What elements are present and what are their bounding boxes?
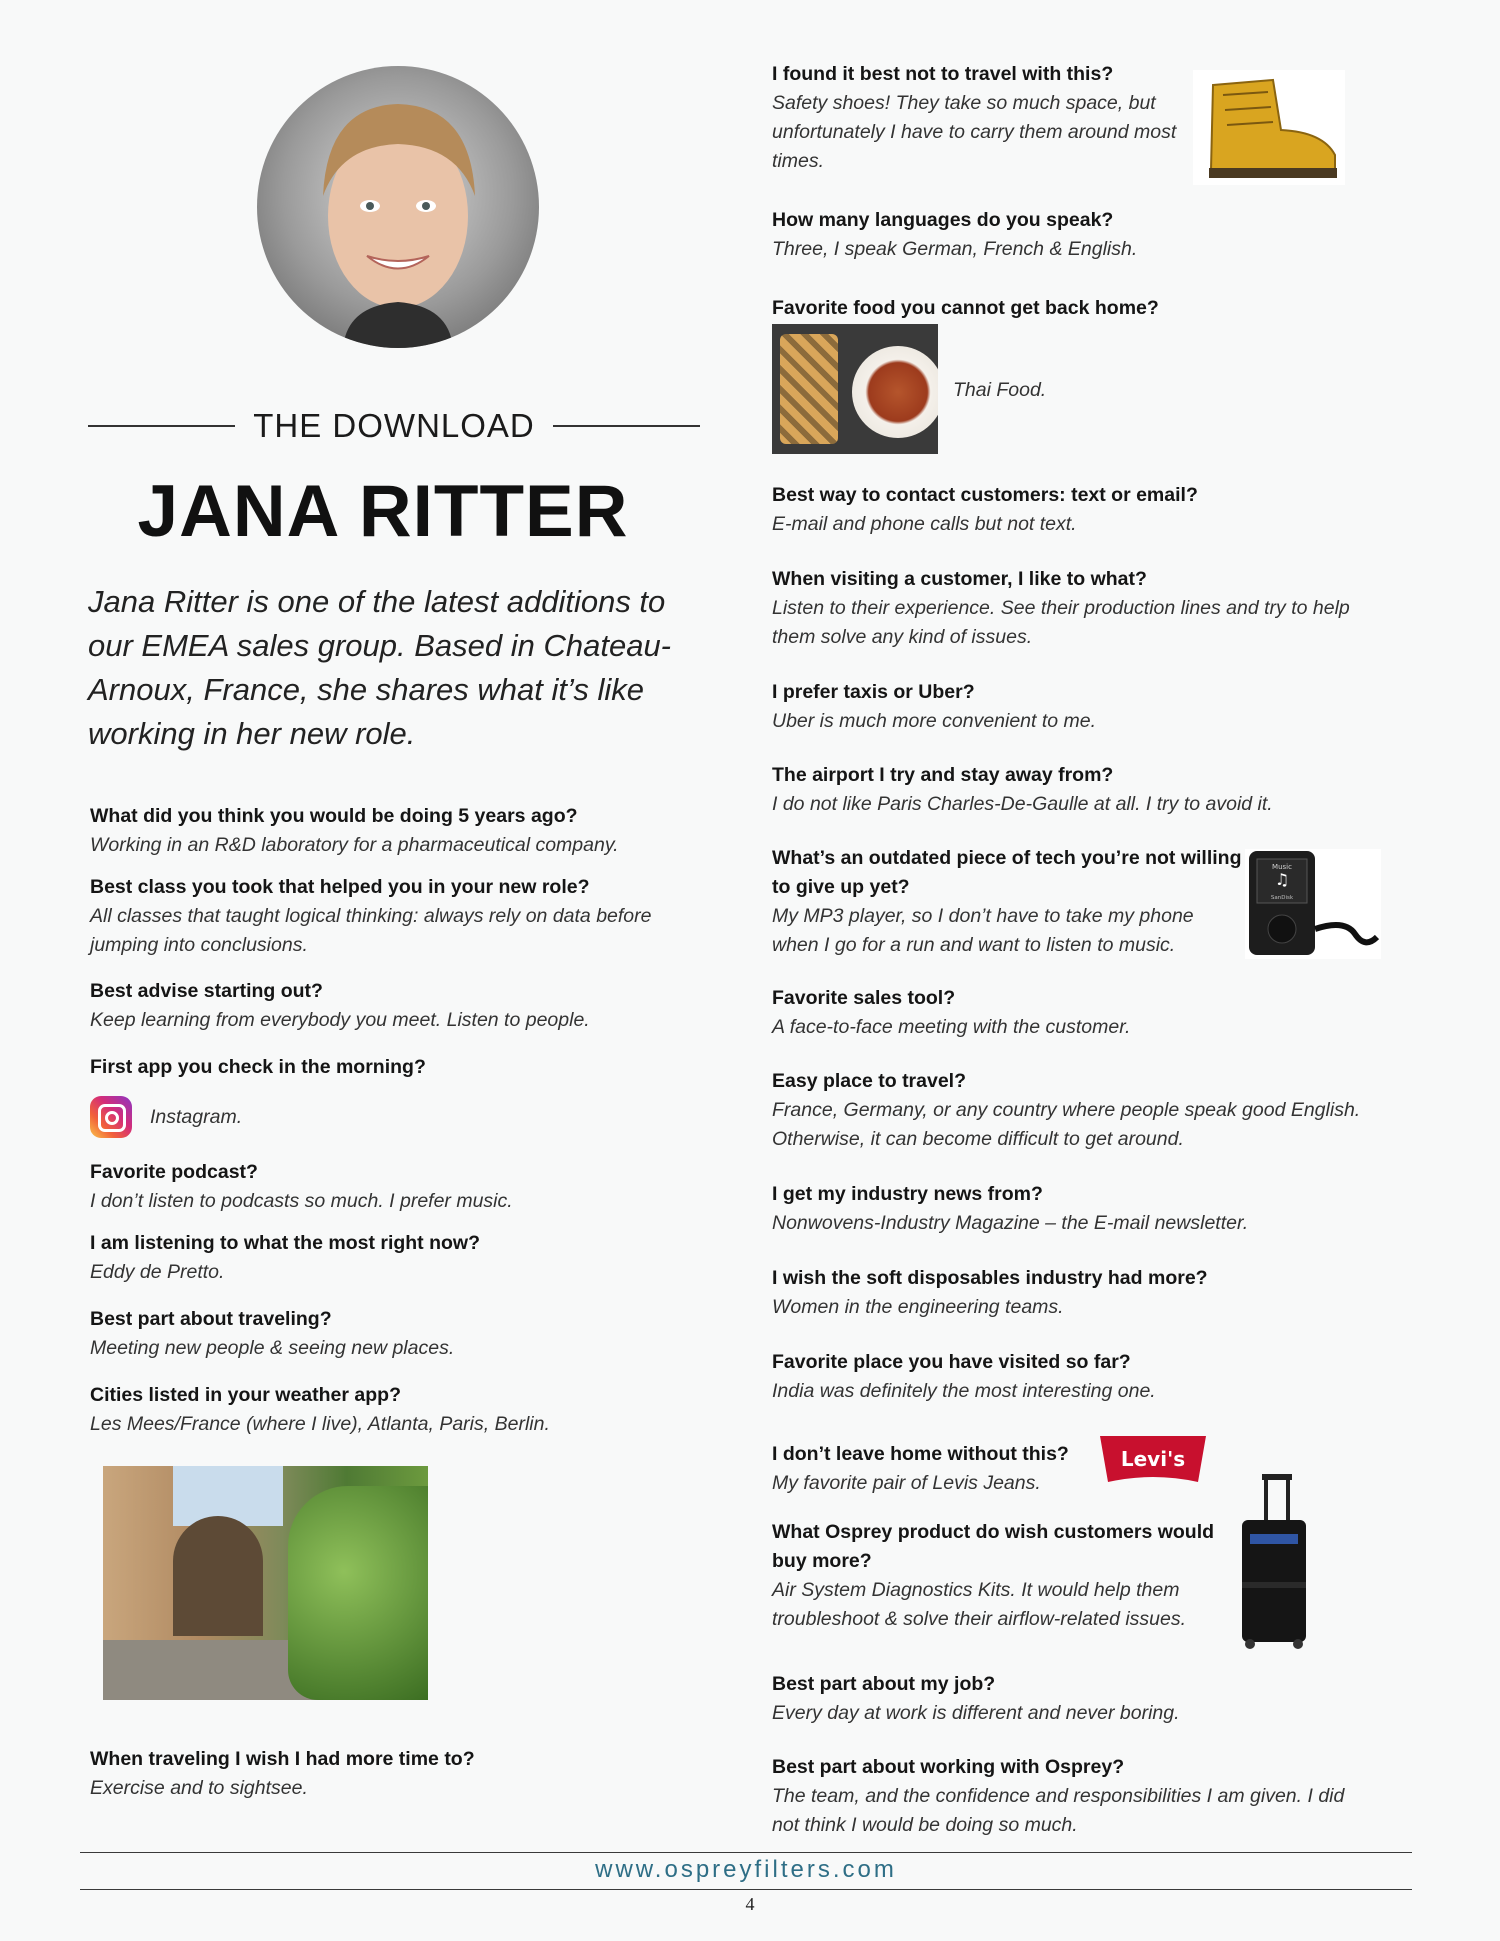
mp3-screen-label: Music (1272, 863, 1292, 871)
qa-item (772, 1264, 1412, 1322)
qa-item (772, 678, 1412, 736)
qa-item (772, 844, 1242, 960)
answer: India was definitely the most interesting one. (772, 1380, 1156, 1402)
answer: Working in an R&D laboratory for a pharmaceutical company. (90, 834, 619, 856)
qa-item (772, 1180, 1412, 1238)
qa-item (772, 294, 1412, 323)
answer: Meeting new people & seeing new places. (90, 1337, 455, 1359)
section-kicker (88, 404, 700, 448)
question: Easy place to travel? (772, 1070, 967, 1092)
page-number: 4 (745, 1894, 755, 1914)
qa-item (772, 60, 1192, 176)
question: When traveling I wish I had more time to? (90, 1748, 475, 1770)
question: Best class you took that helped you in your new role? (90, 876, 590, 898)
answer: Keep learning from everybody you meet. Listen to people. (90, 1009, 590, 1031)
question: Best part about traveling? (90, 1308, 332, 1330)
footer-url-link[interactable]: www.ospreyfilters.com (80, 1852, 1412, 1890)
thai-food-photo (772, 324, 938, 454)
qa-item (90, 873, 690, 960)
answer: Les Mees/France (where I live), Atlanta, Paris, Berlin. (90, 1413, 550, 1435)
question: Favorite place you have visited so far? (772, 1351, 1131, 1373)
question: What’s an outdated piece of tech you’re not willing to give up yet? (772, 847, 1242, 898)
qa-item (772, 1753, 1372, 1840)
answer: Uber is much more convenient to me. (772, 710, 1097, 732)
question: Best advise starting out? (90, 980, 323, 1002)
photo-arch (173, 1516, 263, 1636)
answer: E-mail and phone calls but not text. (772, 513, 1077, 535)
answer: Every day at work is different and never boring. (772, 1702, 1180, 1724)
answer: France, Germany, or any country where people speak good English. Otherwise, it can become difficult to get around. (772, 1099, 1361, 1150)
safety-boot-image (1193, 70, 1345, 185)
instagram-icon (90, 1096, 132, 1138)
mp3-player-icon (1245, 849, 1381, 959)
qa-item (772, 1518, 1232, 1634)
mp3-brand-label: SanDisk (1270, 895, 1294, 901)
question: What Osprey product do wish customers would buy more? (772, 1521, 1215, 1572)
kicker-text: THE DOWNLOAD (253, 407, 535, 444)
qa-item (90, 1745, 730, 1803)
levis-logo (1098, 1434, 1208, 1489)
question: Favorite podcast? (90, 1161, 258, 1183)
levis-batwing-icon (1098, 1434, 1208, 1489)
qa-item (90, 1381, 730, 1439)
answer: My MP3 player, so I don’t have to take my phone when I go for a run and want to listen to music. (772, 905, 1194, 956)
answer: My favorite pair of Levis Jeans. (772, 1472, 1041, 1494)
question: Best part about working with Osprey? (772, 1756, 1125, 1778)
answer: A face-to-face meeting with the customer. (772, 1016, 1131, 1038)
answer: I don’t listen to podcasts so much. I prefer music. (90, 1190, 513, 1212)
qa-item (90, 1053, 730, 1082)
qa-item (772, 206, 1412, 264)
answer: Eddy de Pretto. (90, 1261, 225, 1283)
kicker-rule-left (88, 425, 235, 427)
answer: Three, I speak German, French & English. (772, 238, 1138, 260)
answer: Nonwovens-Industry Magazine – the E-mail newsletter. (772, 1212, 1249, 1234)
svg-text:♫: ♫ (1274, 870, 1290, 889)
question: Cities listed in your weather app? (90, 1384, 401, 1406)
qa-item (772, 481, 1412, 539)
question: Best part about my job? (772, 1673, 996, 1695)
question: I found it best not to travel with this? (772, 63, 1114, 85)
person-name: JANA RITTER (137, 471, 629, 552)
qa-item (90, 977, 730, 1035)
question: Favorite sales tool? (772, 987, 956, 1009)
answer: All classes that taught logical thinking: always rely on data before jumping into conclusions. (90, 905, 652, 956)
rolling-case-image (1236, 1472, 1312, 1650)
question: I prefer taxis or Uber? (772, 681, 975, 703)
qa-item (772, 761, 1412, 819)
kicker-rule-right (553, 425, 700, 427)
question: The airport I try and stay away from? (772, 764, 1114, 786)
qa-item (772, 984, 1412, 1042)
answer: Women in the engineering teams. (772, 1296, 1064, 1318)
answer: Exercise and to sightsee. (90, 1777, 308, 1799)
question: How many languages do you speak? (772, 209, 1114, 231)
answer: Air System Diagnostics Kits. It would help them troubleshoot & solve their airflow-related issues. (772, 1579, 1187, 1630)
question: What did you think you would be doing 5 years ago? (90, 805, 578, 827)
answer: Listen to their experience. See their production lines and try to help them solve any kind of issues. (772, 597, 1350, 648)
answer: Thai Food. (953, 379, 1047, 401)
question: I don’t leave home without this? (772, 1443, 1069, 1465)
intro-paragraph: Jana Ritter is one of the latest additions to our EMEA sales group. Based in Chateau-Arnoux, France, she shares what it’s like working in her new role. (88, 584, 672, 751)
levis-logo-text: Levi's (1120, 1447, 1186, 1471)
question: First app you check in the morning? (90, 1056, 426, 1078)
question: Favorite food you cannot get back home? (772, 297, 1159, 319)
question: Best way to contact customers: text or email? (772, 484, 1198, 506)
qa-item (772, 1348, 1412, 1406)
profile-photo (257, 66, 539, 348)
qa-item (90, 1158, 730, 1216)
qa-item (772, 1670, 1412, 1728)
question: When visiting a customer, I like to what? (772, 568, 1147, 590)
answer: I do not like Paris Charles-De-Gaulle at all. I try to avoid it. (772, 793, 1273, 815)
rolling-case-icon (1236, 1472, 1312, 1650)
qa-item (90, 802, 730, 860)
answer: Safety shoes! They take so much space, but unfortunately I have to carry them around most times. (772, 92, 1177, 172)
mp3-player-image (1245, 849, 1381, 959)
qa-item (772, 1440, 1092, 1498)
question: I get my industry news from? (772, 1183, 1043, 1205)
question: I wish the soft disposables industry had more? (772, 1267, 1208, 1289)
photo-spring-rolls (780, 334, 838, 444)
boot-icon (1193, 70, 1345, 185)
answer: Instagram. (150, 1105, 243, 1128)
qa-item (772, 565, 1372, 652)
answer: The team, and the confidence and responsibilities I am given. I did not think I would be doing so much. (772, 1785, 1345, 1836)
photo-foliage (288, 1486, 428, 1700)
qa-item (90, 1229, 730, 1287)
question: I am listening to what the most right now? (90, 1232, 480, 1254)
portrait-illustration (257, 66, 539, 348)
photo-curry-plate (852, 346, 938, 438)
qa-item (90, 1305, 730, 1363)
village-street-photo (103, 1466, 428, 1700)
instagram-row (90, 1096, 242, 1138)
qa-item (772, 1067, 1362, 1154)
